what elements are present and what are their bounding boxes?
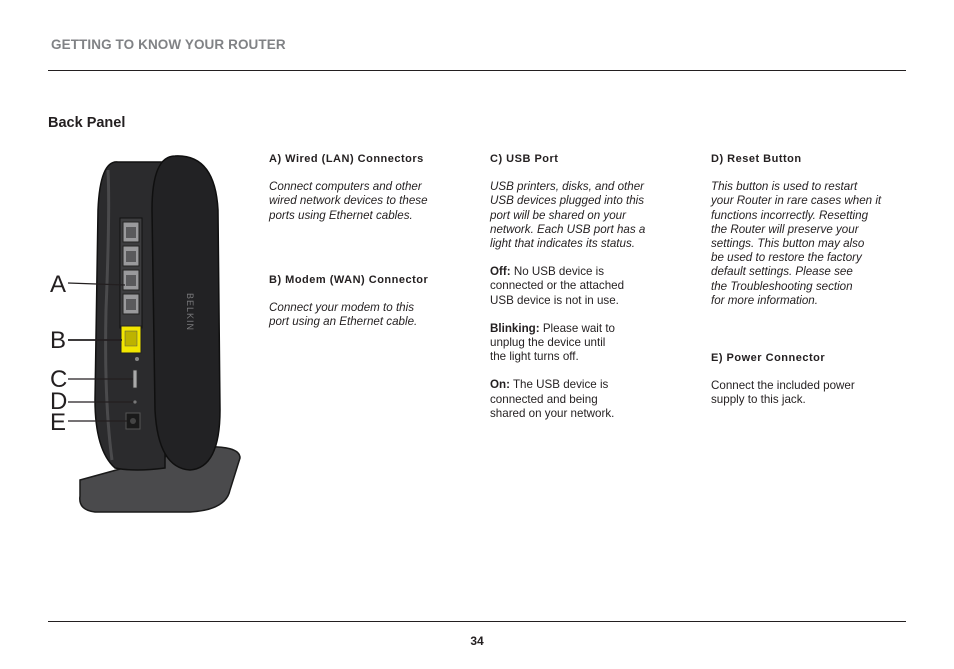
usb-off-text: USB device is not in use.: [490, 293, 619, 307]
reset-desc-line: settings. This button may also: [711, 237, 865, 251]
reset-desc-line: be used to restore the factory: [711, 251, 862, 265]
page-number: 34: [470, 634, 484, 648]
reset-desc-line: the Troubleshooting section: [711, 279, 853, 293]
lan-heading: A) Wired (LAN) Connectors: [269, 153, 424, 165]
usb-off-text: No USB device is: [510, 265, 605, 279]
usb-blink-text: the light turns off.: [490, 350, 579, 364]
column-lan-wan: [269, 152, 469, 329]
footer-rule: [48, 621, 906, 622]
usb-port: [133, 370, 137, 388]
usb-on-text: The USB device is: [509, 378, 609, 392]
callout-e: E: [50, 409, 67, 436]
callout-a: A: [50, 271, 67, 298]
page-header: GETTING TO KNOW YOUR ROUTER: [51, 37, 286, 52]
usb-on-status: [490, 378, 690, 392]
usb-desc-line: USB devices plugged into this: [490, 194, 645, 208]
column-reset-power: [711, 152, 911, 408]
usb-desc-line: USB printers, disks, and other: [490, 180, 645, 194]
power-heading: E) Power Connector: [711, 352, 826, 365]
usb-blink-text: Please wait to: [539, 321, 615, 335]
usb-desc-line: light that indicates its status.: [490, 237, 635, 251]
usb-on-label: On:: [490, 378, 510, 392]
wan-heading: B) Modem (WAN) Connector: [269, 273, 429, 286]
column-usb: [490, 152, 690, 421]
reset-desc-line: functions incorrectly. Resetting: [711, 208, 869, 222]
power-desc-line: supply to this jack.: [711, 393, 806, 407]
power-desc-line: Connect the included power: [711, 379, 855, 393]
usb-heading: C) USB Port: [490, 153, 559, 165]
brand-logo: BELKIN: [185, 292, 195, 332]
reset-desc-line: default settings. Please see: [711, 265, 853, 279]
usb-desc-line: network. Each USB port has a: [490, 222, 646, 236]
usb-on-text: shared on your network.: [490, 406, 615, 420]
lan-desc-line: ports using Ethernet cables.: [269, 208, 413, 222]
usb-blink-status: [490, 322, 690, 336]
reset-heading: D) Reset Button: [711, 153, 802, 165]
section-title: Back Panel: [48, 115, 126, 131]
usb-off-label: Off:: [490, 265, 511, 279]
callout-b: B: [50, 327, 67, 354]
callout-c: C: [50, 366, 68, 393]
reset-desc-line: the Router will preserve your: [711, 222, 859, 236]
reset-hole: [133, 400, 136, 403]
header-rule: [48, 70, 906, 71]
lan-desc-line: wired network devices to these: [269, 194, 428, 208]
usb-blink-label: Blinking:: [490, 321, 540, 335]
wan-desc-line: port using an Ethernet cable.: [269, 315, 418, 329]
wan-desc-line: Connect your modem to this: [269, 301, 414, 315]
lan-desc-line: Connect computers and other: [269, 180, 422, 194]
usb-desc-line: port will be shared on your: [490, 208, 626, 222]
usb-off-text: connected or the attached: [490, 279, 625, 293]
callout-d: D: [50, 388, 68, 415]
router-back-illustration: [40, 150, 250, 520]
reset-desc-line: for more information.: [711, 293, 818, 307]
reset-desc-line: This button is used to restart: [711, 180, 858, 194]
usb-off-status: [490, 265, 690, 279]
usb-on-text: connected and being: [490, 392, 598, 406]
reset-desc-line: your Router in rare cases when it: [711, 194, 882, 208]
usb-blink-text: unplug the device until: [490, 336, 606, 350]
